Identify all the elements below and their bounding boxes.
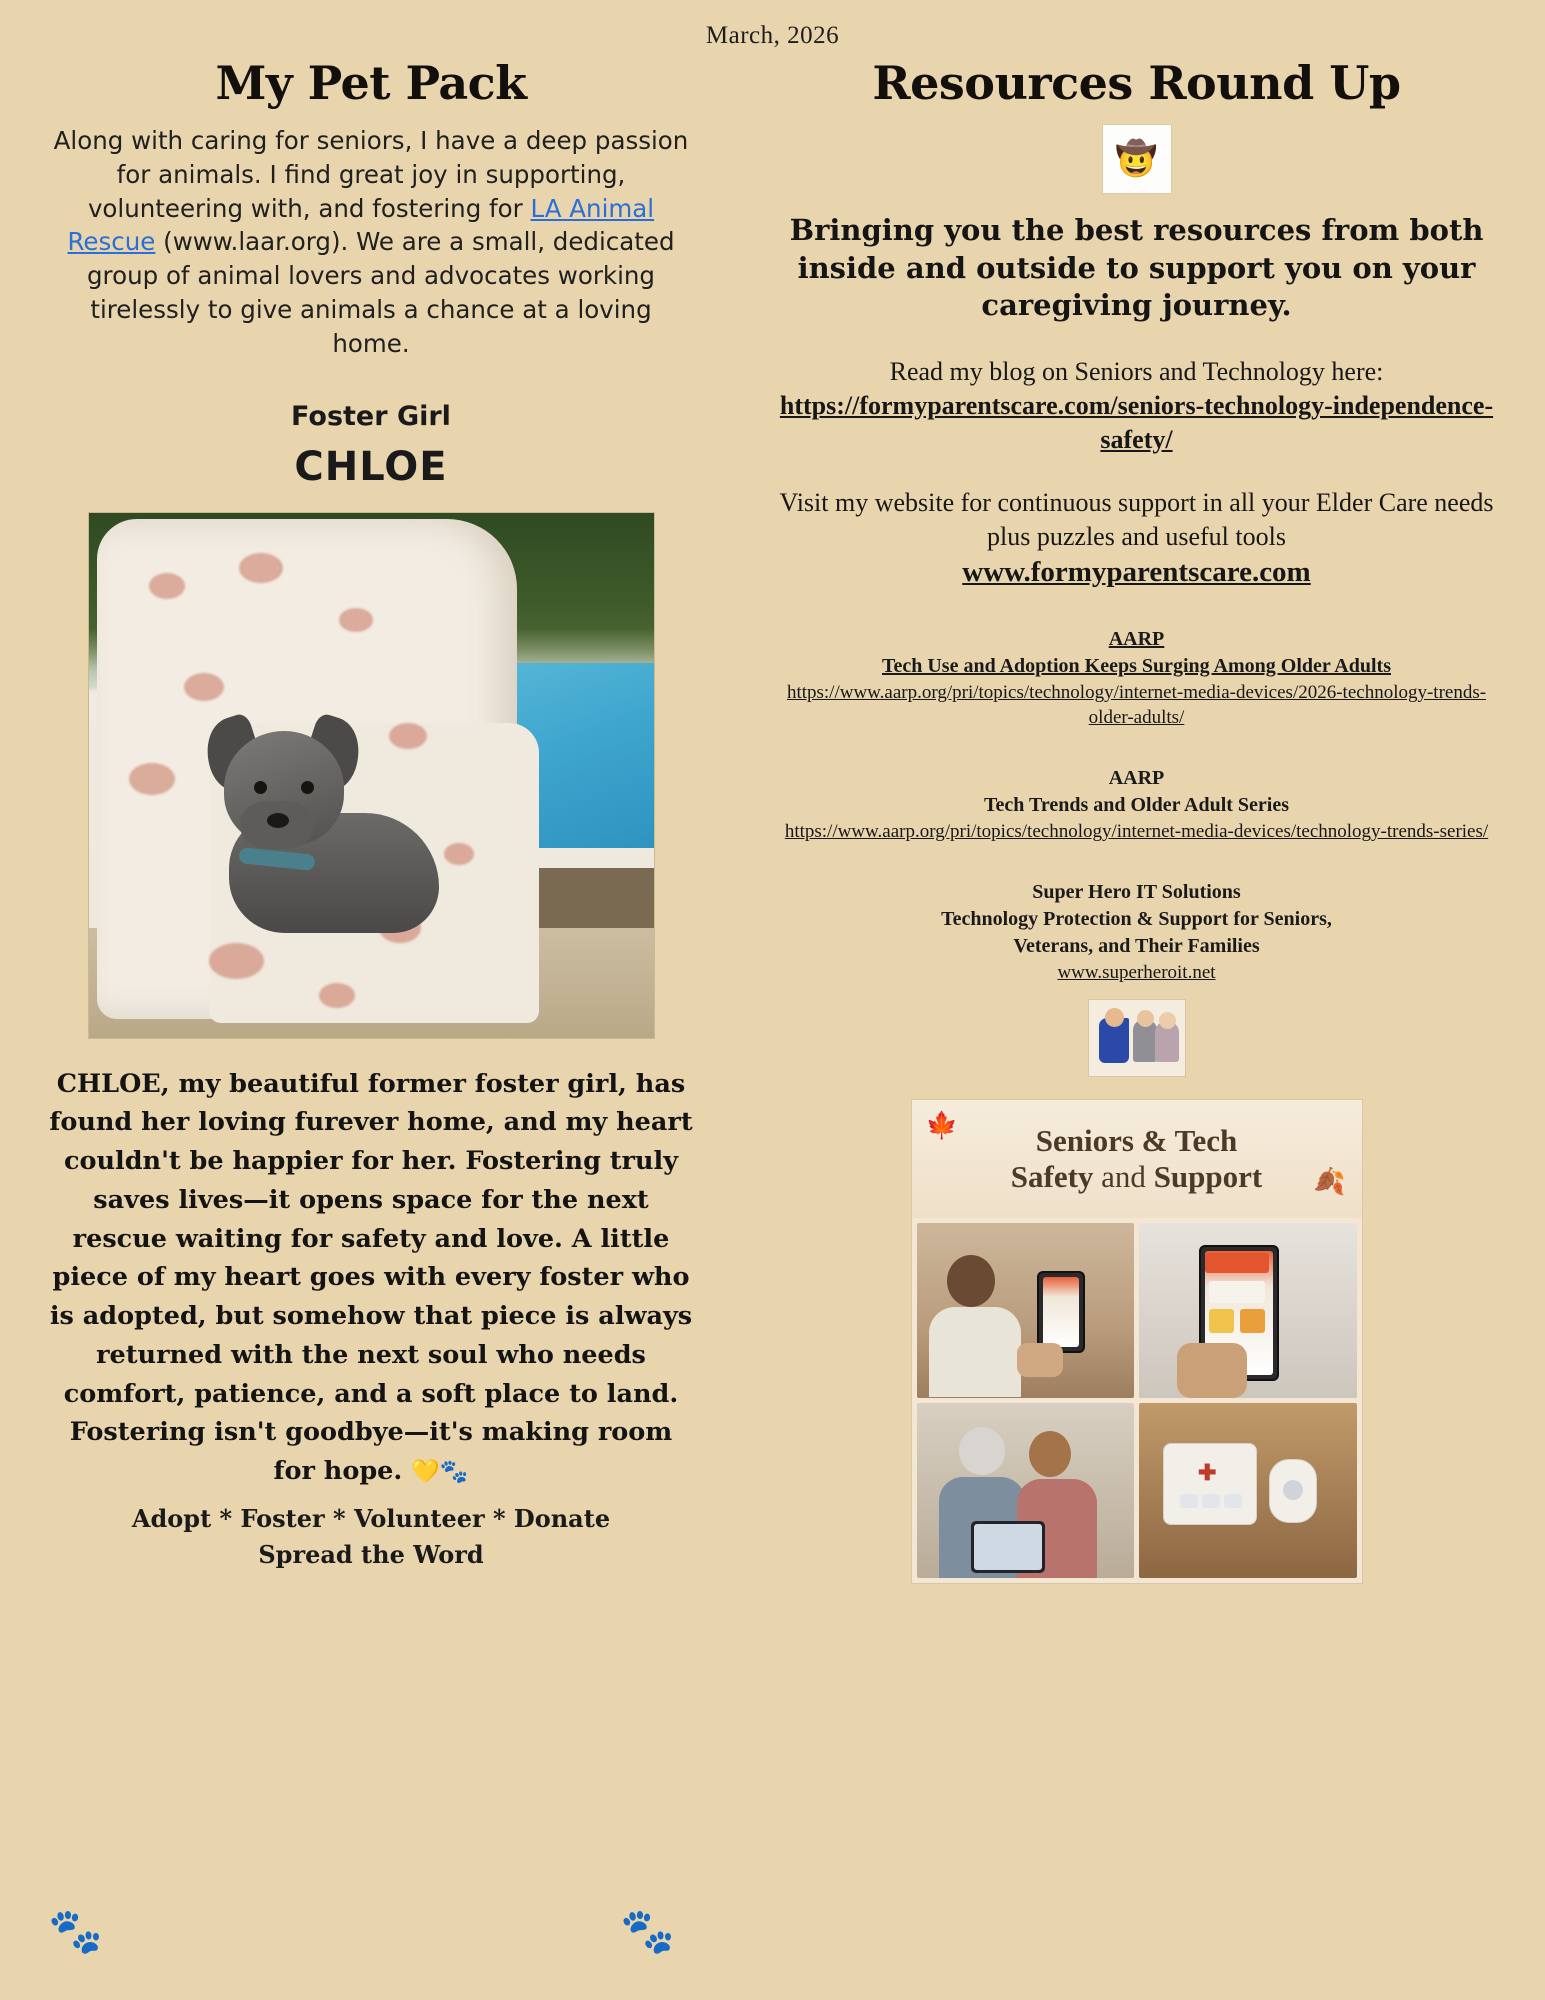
resource-item-2 (772, 765, 1501, 845)
dog-nose (267, 813, 289, 828)
poster-title-support: Support (1153, 1159, 1263, 1195)
left-section-title: My Pet Pack (215, 56, 527, 110)
poster-title-line-1: Seniors & Tech (1035, 1122, 1238, 1158)
two-column-body (0, 50, 1545, 1584)
poster-photo-grid (912, 1218, 1362, 1583)
la-animal-rescue-link[interactable]: LA Animal Rescue (67, 193, 655, 257)
seniors-tech-poster (911, 1099, 1363, 1584)
call-to-action (48, 1501, 694, 1573)
pet-pack-intro (48, 124, 694, 361)
foster-dog-name: CHLOE (294, 443, 448, 490)
chloe-story (48, 1065, 694, 1491)
blog-intro: Read my blog on Seniors and Technology here: (889, 357, 1384, 387)
resource-org: AARP (1108, 627, 1165, 650)
cta-line-2: Spread the Word (258, 1539, 484, 1569)
foster-label: Foster Girl (291, 400, 451, 432)
resource-url[interactable]: https://www.aarp.org/pri/topics/technology/internet-media-devices/technology-trends-series/ (784, 821, 1489, 843)
sponsor-tagline-2: Veterans, and Their Families (1013, 934, 1260, 957)
poster-title-safety: Safety (1010, 1159, 1094, 1195)
website-intro: Visit my website for continuous support in all your Elder Care needs plus puzzles and useful tools (779, 488, 1494, 552)
resources-blurb: Bringing you the best resources from both inside and outside to support you on your caregiving journey. (789, 213, 1484, 323)
intro-text-before: Along with caring for seniors, I have a deep passion for animals. I find great joy in supporting, volunteering with, and fostering for (53, 126, 689, 223)
right-column (742, 50, 1545, 1584)
right-section-title: Resources Round Up (872, 56, 1401, 110)
resource-org: AARP (1108, 767, 1165, 790)
story-text: CHLOE, my beautiful former foster girl, has found her loving furever home, and my heart couldn't be happier for her. Fostering truly saves lives—it opens space for the next rescue waiting for safety and love. A little piece of my heart goes with every foster who is adopted, but somehow that piece is always returned with the next soul who needs comfort, patience, and a soft place to land. Fostering isn't goodbye—it's making room for hope. (49, 1068, 693, 1487)
sponsor-name: Super Hero IT Solutions (1032, 880, 1241, 903)
intro-text-after: (www.laar.org). We are a small, dedicated group of animal lovers and advocates working tirelessly to give animals a chance at a loving home. (87, 227, 675, 358)
poster-cell-alert-device: ✚ (1139, 1403, 1357, 1578)
resource-item-1 (772, 626, 1501, 731)
paw-print-icon-right: 🐾 (620, 1907, 675, 1956)
poster-title-and: and (1093, 1159, 1154, 1195)
sponsor-tagline-1: Technology Protection & Support for Seniors, (941, 907, 1332, 930)
poster-title-line-2 (1011, 1159, 1262, 1196)
cowboy-badge-icon: 🤠 (1102, 124, 1172, 194)
poster-cell-couple-tablet (917, 1403, 1135, 1578)
chloe-photo (88, 512, 655, 1039)
resource-title: Tech Use and Adoption Keeps Surging Among Older Adults (881, 654, 1391, 677)
poster-header: 🍁 🍂 Seniors & Tech Safety and Support (912, 1100, 1362, 1218)
poster-cell-video-call (917, 1223, 1135, 1398)
sponsor-block (772, 879, 1501, 986)
resource-url[interactable]: https://www.aarp.org/pri/topics/technology/internet-media-devices/2026-technology-trends-older-adults/ (786, 681, 1487, 729)
cta-line-1: Adopt * Foster * Volunteer * Donate (131, 1503, 611, 1533)
sponsor-url-link[interactable]: www.superheroit.net (1057, 961, 1216, 983)
website-url-link[interactable]: www.formyparentscare.com (962, 556, 1311, 589)
blog-url-link[interactable]: https://formyparentscare.com/seniors-technology-independence-safety/ (779, 390, 1494, 454)
resource-title: Tech Trends and Older Adult Series (983, 794, 1290, 817)
heart-paw-icon: 💛🐾 (411, 1458, 469, 1486)
issue-date: March, 2026 (705, 22, 840, 49)
poster-cell-phone-app (1139, 1223, 1357, 1398)
paw-print-icon-left: 🐾 (48, 1907, 103, 1956)
superhero-seniors-icon (1088, 999, 1186, 1077)
left-column (0, 50, 742, 1584)
